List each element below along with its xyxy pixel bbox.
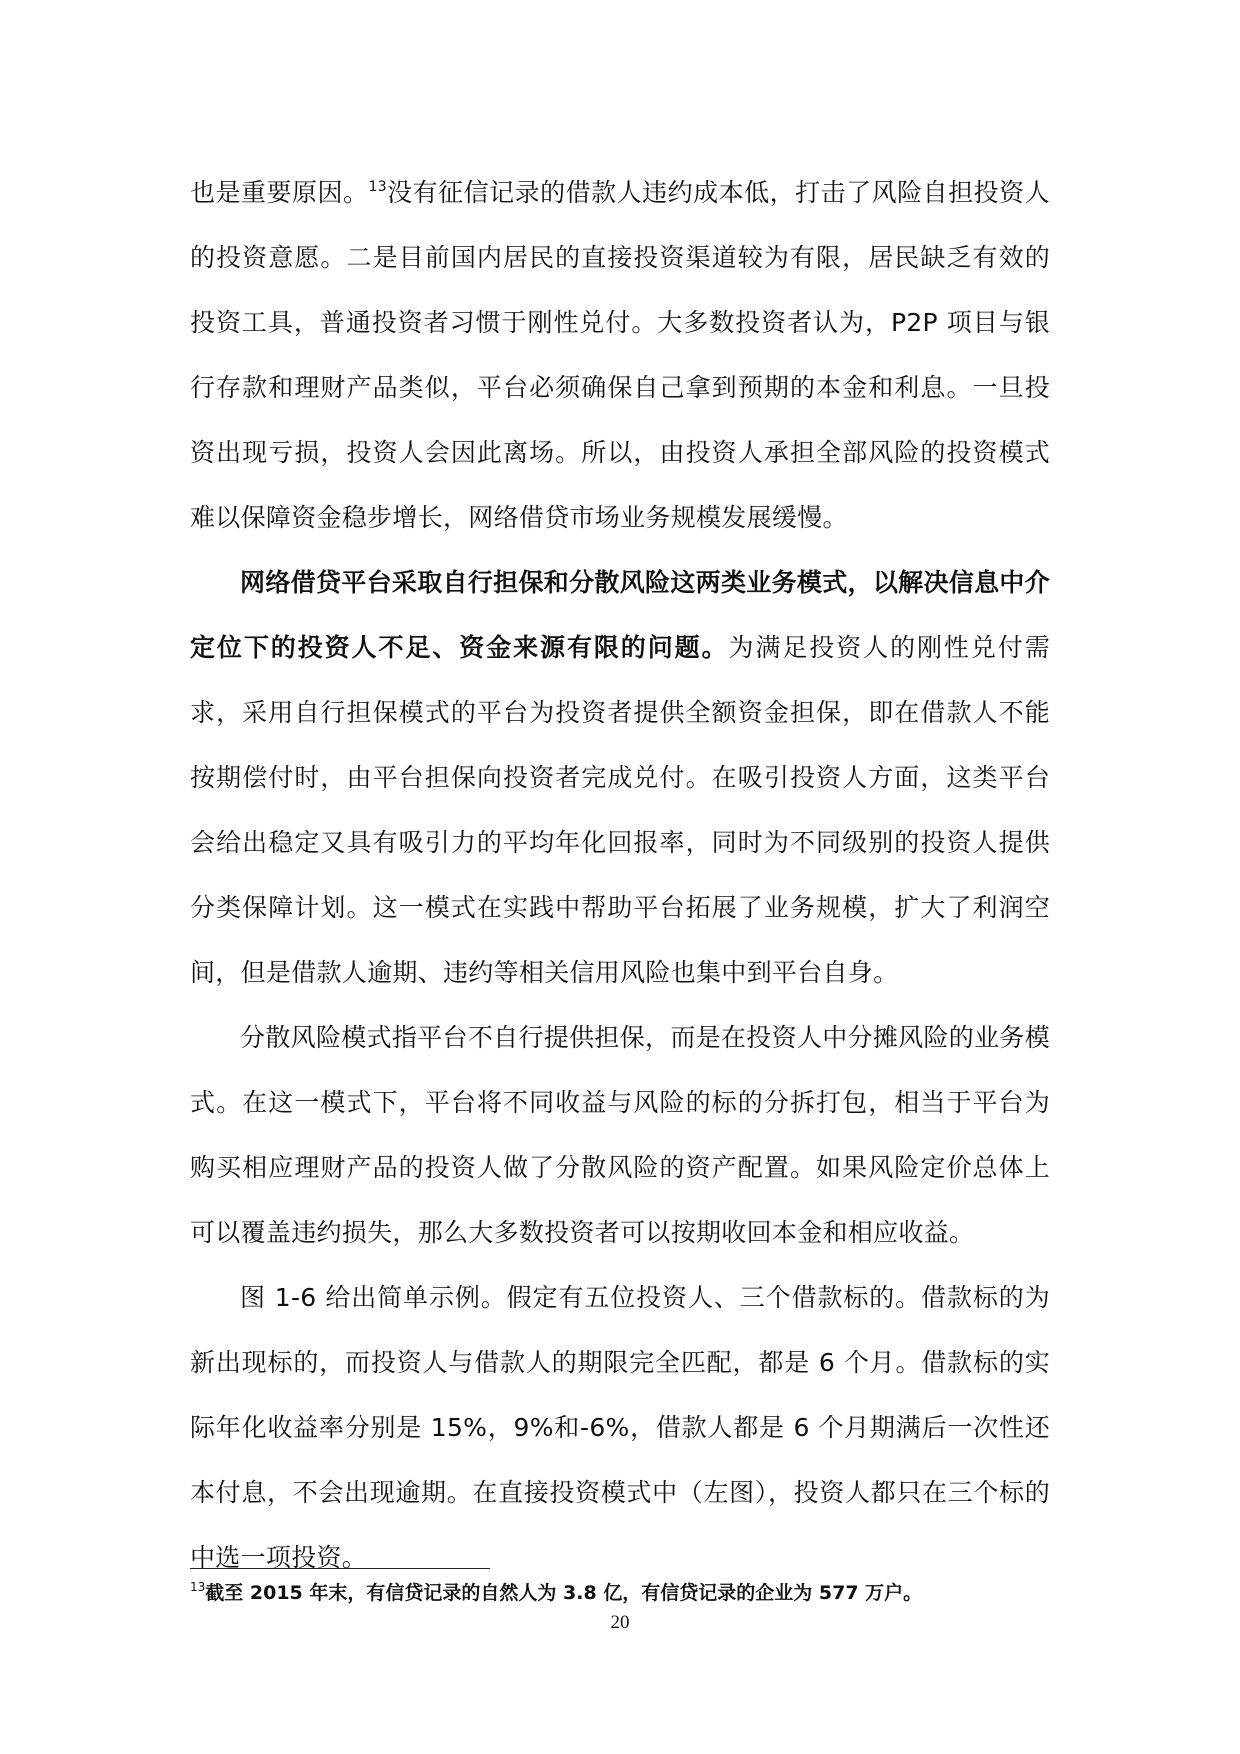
footnote-number: 13: [190, 1580, 206, 1594]
footnote-text: 截至 2015 年末，有信贷记录的自然人为 3.8 亿，有信贷记录的企业为 577 万户。: [205, 1582, 923, 1604]
paragraph-2-rest: 为满足投资人的刚性兑付需求，采用自行担保模式的平台为投资者提供全额资金担保，即在借款人不能按期偿付时，由平台担保向投资者完成兑付。在吸引投资人方面，这类平台会给出稳定又具有吸引力的平均年化回报率，同时为不同级别的投资人提供分类保障计划。这一模式在实践中帮助平台拓展了业务规模，扩大了利润空间，但是借款人逾期、违约等相关信用风险也集中到平台自身。: [190, 633, 1050, 987]
body-text: [190, 160, 1050, 1590]
paragraph-2-bold-lead: 网络借贷平台采取自行担保和分散风险这两类业务模式，以解决信息中介定位下的投资人不足、资金来源有限的问题。: [190, 568, 1050, 662]
paragraph-1-rest: 没有征信记录的借款人违约成本低，打击了风险自担投资人的投资意愿。二是目前国内居民的直接投资渠道较为有限，居民缺乏有效的投资工具，普通投资者习惯于刚性兑付。大多数投资者认为，P2P 项目与银行存款和理财产品类似，平台必须确保自己拿到预期的本金和利息。一旦投资出现亏损，投资人会因此离场。所以，由投资人承担全部风险的投资模式难以保障资金稳步增长，网络借贷市场业务规模发展缓慢。: [190, 178, 1050, 532]
paragraph-1: [190, 160, 1050, 550]
footnote-reference: 13: [368, 179, 387, 195]
footnote: [190, 1578, 1050, 1608]
footnote-divider: [190, 1568, 490, 1569]
page-number: 20: [610, 1612, 630, 1633]
paragraph-1-start: 也是重要原因。: [190, 178, 369, 207]
paragraph-2: [190, 550, 1050, 1005]
paragraph-4: 图 1-6 给出简单示例。假定有五位投资人、三个借款标的。借款标的为新出现标的，而投资人与借款人的期限完全匹配，都是 6 个月。借款标的实际年化收益率分别是 15%，9%和-6%，借款人都是 6 个月期满后一次性还本付息，不会出现逾期。在直接投资模式中（左图），投资人都只在三个标的中选一项投资。: [190, 1283, 1050, 1572]
paragraph-3: 分散风险模式指平台不自行提供担保，而是在投资人中分摊风险的业务模式。在这一模式下，平台将不同收益与风险的标的分拆打包，相当于平台为购买相应理财产品的投资人做了分散风险的资产配置。如果风险定价总体上可以覆盖违约损失，那么大多数投资者可以按期收回本金和相应收益。: [190, 1023, 1050, 1247]
